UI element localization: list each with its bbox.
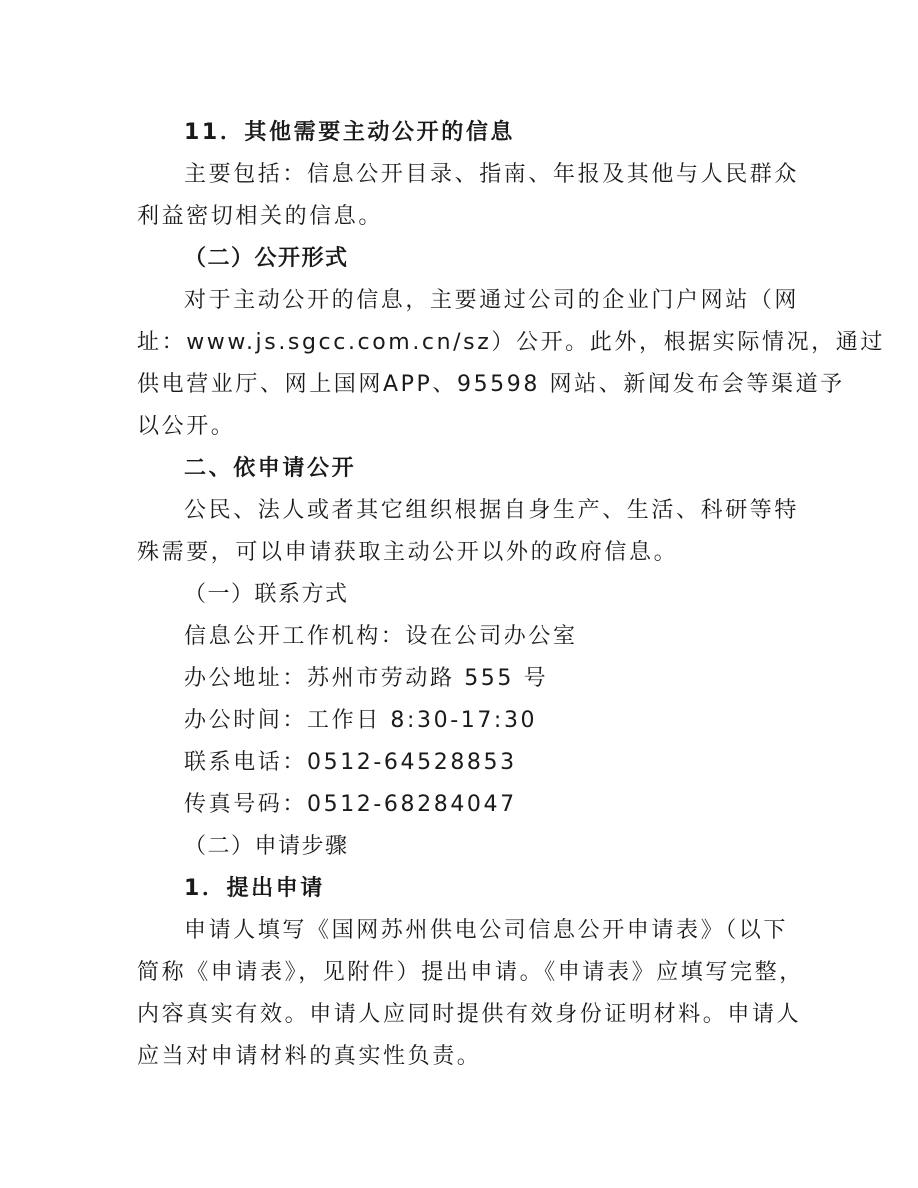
contact-office-line: 信息公开工作机构：设在公司办公室 xyxy=(184,624,578,649)
section-11-heading: 11．其他需要主动公开的信息 xyxy=(184,120,516,145)
contact-address-line: 办公地址：苏州市劳动路 555 号 xyxy=(184,666,549,691)
contact-fax-line: 传真号码：0512-68284047 xyxy=(184,792,517,817)
step-1-paragraph-line-2: 简称《申请表》，见附件）提出申请。《申请表》应填写完整， xyxy=(137,960,804,985)
disclosure-form-heading: （二）公开形式 xyxy=(184,246,349,271)
disclosure-form-paragraph-line-4: 以公开。 xyxy=(137,414,236,439)
disclosure-form-paragraph-line-1: 对于主动公开的信息，主要通过公司的企业门户网站（网 xyxy=(184,288,800,313)
section-11-paragraph-line-1: 主要包括：信息公开目录、指南、年报及其他与人民群众 xyxy=(184,162,800,187)
application-section-heading: 二、依申请公开 xyxy=(184,456,357,481)
contact-phone-line: 联系电话：0512-64528853 xyxy=(184,750,517,775)
application-paragraph-line-2: 殊需要，可以申请获取主动公开以外的政府信息。 xyxy=(137,540,679,565)
step-1-heading: 1．提出申请 xyxy=(184,876,325,901)
application-paragraph-line-1: 公民、法人或者其它组织根据自身生产、生活、科研等特 xyxy=(184,498,800,523)
disclosure-form-paragraph-line-3: 供电营业厅、网上国网APP、95598 网站、新闻发布会等渠道予 xyxy=(137,372,845,397)
contact-hours-line: 办公时间：工作日 8:30-17:30 xyxy=(184,708,538,733)
step-1-paragraph-line-3: 内容真实有效。申请人应同时提供有效身份证明材料。申请人 xyxy=(137,1002,802,1027)
disclosure-form-paragraph-line-2: 址：www.js.sgcc.com.cn/sz）公开。此外，根据实际情况，通过 xyxy=(137,330,885,355)
step-1-paragraph-line-4: 应当对申请材料的真实性负责。 xyxy=(137,1044,482,1069)
application-steps-heading: （二）申请步骤 xyxy=(184,834,349,859)
section-11-paragraph-line-2: 利益密切相关的信息。 xyxy=(137,204,384,229)
document-content xyxy=(137,112,885,1078)
contact-heading: （一）联系方式 xyxy=(184,582,349,607)
step-1-paragraph-line-1: 申请人填写《国网苏州供电公司信息公开申请表》（以下 xyxy=(184,918,789,943)
